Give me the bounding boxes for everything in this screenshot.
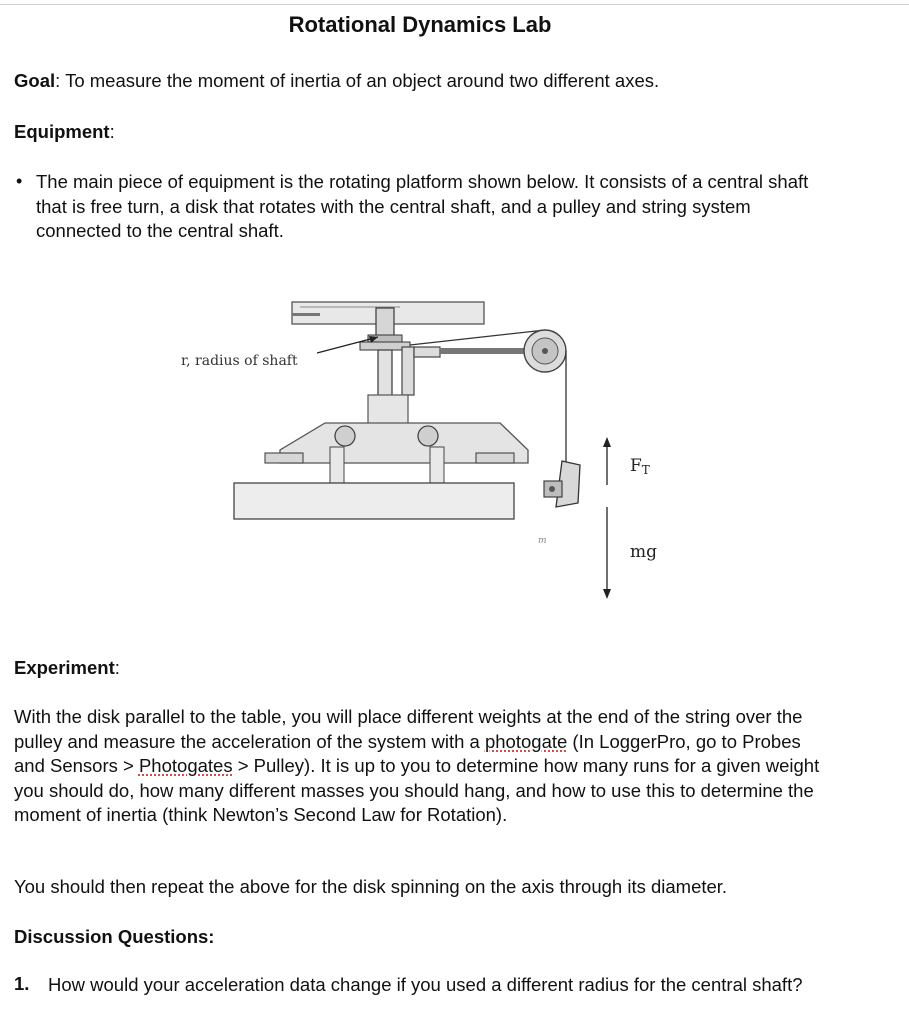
page-title: Rotational Dynamics Lab xyxy=(288,12,552,37)
tension-label-sub: T xyxy=(641,463,650,477)
tension-label-main: F xyxy=(630,456,642,476)
discussion-heading: Discussion Questions: xyxy=(14,926,215,947)
photogate-word: photogate xyxy=(484,730,568,752)
shaft-pedestal xyxy=(368,395,408,427)
bearing-left xyxy=(335,426,355,446)
leg-left xyxy=(330,447,344,483)
equipment-label: Equipment xyxy=(14,121,110,142)
equipment-colon: : xyxy=(109,121,115,142)
weight-arrowhead xyxy=(603,589,611,599)
rotating-platform-figure xyxy=(160,285,680,610)
experiment-colon: : xyxy=(114,657,120,678)
foot-left xyxy=(265,453,303,463)
question-1-number: 1. xyxy=(14,973,30,994)
tension-label xyxy=(630,456,650,477)
tension-arrowhead xyxy=(603,437,611,447)
base-plate xyxy=(234,483,514,519)
pulley-support xyxy=(402,347,414,395)
bullet-icon: • xyxy=(16,171,23,191)
weight-label: mg xyxy=(630,542,658,562)
string-horizontal xyxy=(410,330,545,345)
experiment-label: Experiment xyxy=(14,657,115,678)
experiment-paragraph xyxy=(14,705,829,828)
shaft-label: r, radius of shaft xyxy=(181,353,298,369)
bearing-right xyxy=(418,426,438,446)
question-1-text: How would your acceleration data change if you used a different radius for the central shaft? xyxy=(48,974,803,995)
experiment-heading xyxy=(14,656,120,681)
equipment-heading xyxy=(14,120,115,145)
leg-right xyxy=(430,447,444,483)
goal-text: : To measure the moment of inertia of an object around two different axes. xyxy=(55,70,660,91)
goal-paragraph xyxy=(14,69,659,94)
experiment-text-2: (In LoggerPro, go to Probes and Sensors > xyxy=(14,730,801,776)
shaft-hub xyxy=(376,308,394,336)
pulley-axle xyxy=(542,348,548,354)
photogates-word: Photogates xyxy=(138,755,233,776)
pulley-bracket xyxy=(414,347,440,357)
repeat-paragraph: You should then repeat the above for the disk spinning on the axis through its diameter. xyxy=(14,876,728,897)
foot-right xyxy=(476,453,514,463)
goal-label: Goal xyxy=(14,70,56,91)
mass-label: m xyxy=(538,536,547,546)
disk-mark xyxy=(292,313,320,316)
experiment-text-3: > Pulley). It is up to you to determine how many runs for a given weight you should do, how many different masses you should hang, and how to use this to determine the moment of inertia (think Newton’s Second Law for Rotation). xyxy=(14,755,820,825)
central-shaft xyxy=(378,350,392,400)
equipment-item: The main piece of equipment is the rotating platform shown below. It consists of a central shaft that is free turn, a disk that rotates with the central shaft, and a pulley and string system connected to the central shaft. xyxy=(36,171,809,241)
hanging-mass xyxy=(544,461,580,507)
top-border xyxy=(0,4,909,5)
experiment-text-1: With the disk parallel to the table, you will place different weights at the end of the string over the pulley and measure the acceleration of the system with a xyxy=(14,706,803,752)
